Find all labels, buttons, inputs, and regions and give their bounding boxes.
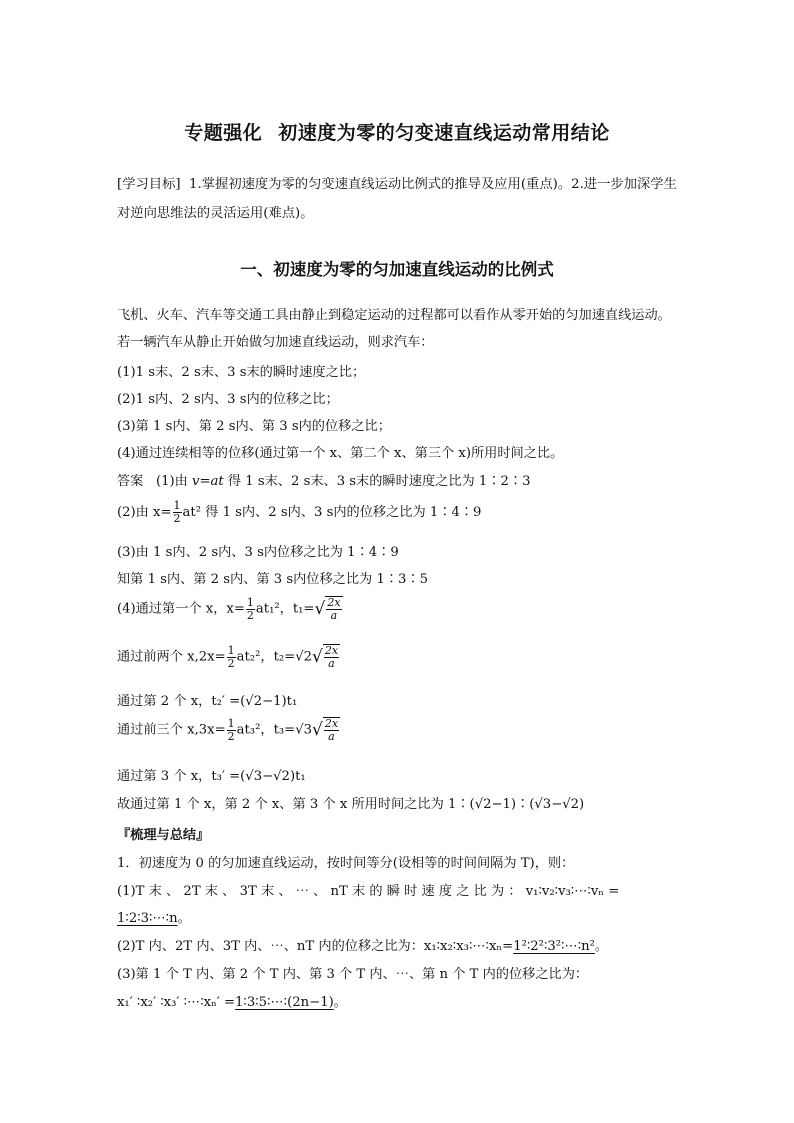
answer-line-2 [117,500,481,525]
objective-text: 1.掌握初速度为零的匀变速直线运动比例式的推导及应用(重点)。2.进一步加深学生对逆向思维法的灵活运用(难点)。 [117,177,677,221]
summary-heading: 『梳理与总结』 [117,828,210,843]
answer-line-3: (3)由 1 s内、2 s内、3 s内位移之比为 1∶4∶9 [117,545,399,560]
answer-line-5 [117,644,340,670]
question-4: (4)通过连续相等的位移(通过第一个 x、第二个 x、第三个 x)所用时间之比。 [117,446,564,461]
question-3: (3)第 1 s内、第 2 s内、第 3 s内的位移之比； [117,419,391,434]
fraction-denominator: 2 [173,512,181,525]
answer-2-result: at² 得 1 s内、2 s内、3 s内的位移之比为 1∶4∶9 [182,505,482,520]
fraction-denominator: a [330,609,338,622]
summary-line-4: (3)第 1 个 T 内、第 2 个 T 内、第 3 个 T 内、⋯、第 n 个 T 内的位移之比为： [117,967,589,982]
summary-line-5 [117,991,347,1010]
summary-line-2: (1)T 末 、 2T 末 、 3T 末 、 ⋯ 、 nT 末 的 瞬 时 速 度 之 比 为 ： v₁∶v₂∶v₃∶⋯∶vₙ = [117,884,620,899]
question-1: (1)1 s末、2 s末、3 s末的瞬时速度之比； [117,365,366,380]
answer-line-3b: 知第 1 s内、第 2 s内、第 3 s内位移之比为 1∶3∶5 [117,572,428,587]
answer-4-prefix: (4)通过第一个 x，x= [117,601,245,617]
answer-5-prefix: 通过前两个 x,2x= [117,649,226,665]
fraction-denominator: 2 [227,729,235,743]
answer-1-prefix: (1)由 [155,474,193,489]
fraction-half [173,500,182,525]
title-part1: 专题强化 [184,122,263,144]
objective-tag: [学习目标] [117,177,181,192]
answer-7-prefix: 通过前三个 x,3x= [117,722,226,738]
fraction-half [227,645,236,670]
summary-period: 。 [333,995,347,1010]
summary-line-2b [117,907,191,926]
answer-line-7 [117,717,340,743]
fraction-numerator: 1 [246,595,254,609]
answer-2-prefix: (2)由 x= [117,505,172,520]
sqrt-2x-over-a: √ $\frac{2x}{a}$ [312,644,339,670]
sqrt-2x-over-a: √ $\frac{2x}{a}$ [312,717,339,743]
fraction-denominator: 2 [246,608,254,622]
fraction-denominator: 2 [227,656,235,670]
answer-line-9: 故通过第 1 个 x，第 2 个 x、第 3 个 x 所用时间之比为 1∶(√2−1)∶(√3−√2) [117,797,585,812]
summary-line-3 [117,935,608,954]
answer-line-6: 通过第 2 个 x，t₂′ =(√2−1)t₁ [117,694,298,709]
fraction-half [246,597,255,622]
fraction-denominator: a [328,730,335,743]
answer-1-result: 得 1 s末、2 s末、3 s末的瞬时速度之比为 1∶2∶3 [223,474,531,489]
learning-objective [117,170,679,228]
summary-line-1: 1．初速度为 0 的匀加速直线运动，按时间等分(设相等的时间间隔为 T)，则： [117,856,575,871]
fraction-half [227,718,236,743]
fraction-numerator: 2x [324,717,339,730]
title-part2: 初速度为零的匀变速直线运动常用结论 [278,122,610,144]
fraction-numerator: 1 [173,499,181,512]
sqrt-2x-over-a: √ $\frac{2x}{a}$ [314,596,341,622]
summary-3-prefix: (2)T 内、2T 内、3T 内、⋯、nT 内的位移之比为：x₁∶x₂∶x₃∶⋯∶xₙ= [117,939,514,954]
page-title [0,118,794,145]
intro-paragraph: 飞机、火车、汽车等交通工具由静止到稳定运动的过程都可以看作从零开始的匀加速直线运动。若一辆汽车从静止开始做匀加速直线运动，则求汽车： [117,308,671,350]
summary-answer-interval-ratio: 1∶3∶5∶⋯∶(2n−1) [235,995,334,1010]
fraction-numerator: 2x [327,596,341,609]
fraction-numerator: 1 [227,716,235,730]
answer-7-middle: at₃²，t₃=√3 [236,722,312,738]
summary-period: 。 [594,939,609,954]
question-2: (2)1 s内、2 s内、3 s内的位移之比； [117,392,339,407]
answer-5-middle: at₂²，t₂=√2 [236,649,312,665]
section-heading: 一、初速度为零的匀加速直线运动的比例式 [240,260,554,279]
answer-line-4 [117,596,343,622]
fraction-numerator: 1 [227,643,235,657]
answer-line-1 [117,470,530,489]
answer-label: 答案 [117,474,144,489]
answer-line-8: 通过第 3 个 x，t₃′ =(√3−√2)t₁ [117,769,306,784]
summary-period: 。 [177,911,191,926]
answer-4-middle: at₁²，t₁= [255,601,315,617]
answer-1-equation: v=at [192,474,224,489]
summary-answer-displacement-ratio: 1²∶2²∶3²∶⋯∶n² [513,939,595,954]
fraction-denominator: a [328,657,335,670]
fraction-numerator: 2x [324,644,339,657]
summary-5-prefix: x₁′ ∶x₂′ ∶x₃′ ∶⋯∶xₙ′ = [117,995,236,1010]
summary-answer-velocity-ratio: 1∶2∶3∶⋯∶n [117,911,178,926]
